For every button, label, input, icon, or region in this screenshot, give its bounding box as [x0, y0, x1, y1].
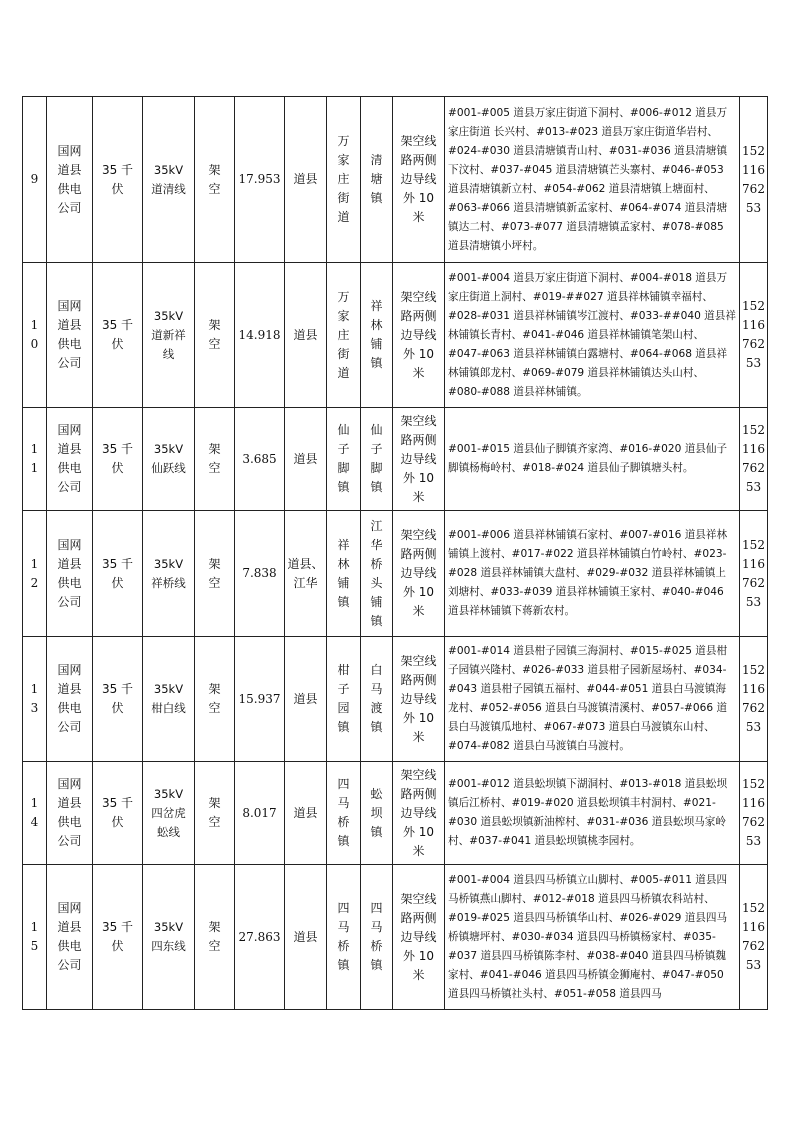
town-end-cell: 蚣 坝 镇 — [361, 762, 393, 865]
line-type-cell: 架 空 — [195, 408, 235, 511]
county-cell: 道县 — [285, 637, 327, 762]
contact-phone-cell: 152 116 762 53 — [740, 263, 768, 408]
tower-range-description: #001-#004 道县万家庄街道下洞村、#004-#018 道县万家庄街道上洞村、#019-##027 道县祥林铺镇幸福村、#028-#031 道县祥林铺镇岑江渡村、#033-##040 道县祥林铺镇长青村、#041-#046 道县祥林铺镇笔架山村、#047-#063 道县祥林铺镇白露塘村、#064-#068 道县祥林铺镇郎龙村、#069-#079 道县祥林铺镇达头山村、#080-#088 道县祥林铺镇。 — [445, 263, 740, 408]
voltage-cell: 35 千 伏 — [93, 637, 143, 762]
tower-range-description: #001-#012 道县蚣坝镇下湖洞村、#013-#018 道县蚣坝镇后江桥村、#019-#020 道县蚣坝镇丰村洞村、#021-#030 道县蚣坝镇新油榨村、#031-#036 道县蚣坝马家岭村、#037-#041 道县蚣坝镇桃李园村。 — [445, 762, 740, 865]
table-row — [23, 408, 768, 511]
town-end-cell: 四 马 桥 镇 — [361, 865, 393, 1010]
length-cell: 3.685 — [235, 408, 285, 511]
county-cell: 道县 — [285, 762, 327, 865]
contact-phone-cell: 152 116 762 53 — [740, 637, 768, 762]
table-row — [23, 263, 768, 408]
unit-cell: 国网 道县 供电 公司 — [47, 97, 93, 263]
line-type-cell: 架 空 — [195, 865, 235, 1010]
voltage-cell: 35 千 伏 — [93, 762, 143, 865]
line-type-cell: 架 空 — [195, 637, 235, 762]
town-start-cell: 祥 林 铺 镇 — [327, 511, 361, 637]
line-name-cell: 35kV 道新祥 线 — [143, 263, 195, 408]
row-number: 1 1 — [23, 408, 47, 511]
voltage-cell: 35 千 伏 — [93, 263, 143, 408]
unit-cell: 国网 道县 供电 公司 — [47, 263, 93, 408]
line-type-cell: 架 空 — [195, 511, 235, 637]
tower-range-description: #001-#014 道县柑子园镇三海洞村、#015-#025 道县柑子园镇兴隆村、#026-#033 道县柑子园新屋场村、#034-#043 道县柑子园镇五福村、#044-#051 道县白马渡镇海龙村、#052-#056 道县白马渡镇清溪村、#057-#066 道县白马渡镇瓜地村、#067-#073 道县白马渡镇东山村、#074-#082 道县白马渡镇白马渡村。 — [445, 637, 740, 762]
tower-range-description: #001-#015 道县仙子脚镇齐家湾、#016-#020 道县仙子脚镇杨梅岭村、#018-#024 道县仙子脚镇塘头村。 — [445, 408, 740, 511]
length-cell: 17.953 — [235, 97, 285, 263]
line-name-cell: 35kV 四东线 — [143, 865, 195, 1010]
county-cell: 道县、 江华 — [285, 511, 327, 637]
line-name-cell: 35kV 四岔虎 蚣线 — [143, 762, 195, 865]
town-end-cell: 祥 林 铺 镇 — [361, 263, 393, 408]
line-name-cell: 35kV 柑白线 — [143, 637, 195, 762]
contact-phone-cell: 152 116 762 53 — [740, 865, 768, 1010]
row-number: 1 5 — [23, 865, 47, 1010]
line-type-cell: 架 空 — [195, 762, 235, 865]
unit-cell: 国网 道县 供电 公司 — [47, 865, 93, 1010]
table-row — [23, 511, 768, 637]
protection-scope-cell: 架空线 路两侧 边导线 外 10 米 — [393, 263, 445, 408]
town-end-cell: 白 马 渡 镇 — [361, 637, 393, 762]
row-number: 1 3 — [23, 637, 47, 762]
voltage-cell: 35 千 伏 — [93, 865, 143, 1010]
protection-scope-cell: 架空线 路两侧 边导线 外 10 米 — [393, 408, 445, 511]
town-start-cell: 万 家 庄 街 道 — [327, 97, 361, 263]
tower-range-description: #001-#004 道县四马桥镇立山脚村、#005-#011 道县四马桥镇燕山脚村、#012-#018 道县四马桥镇农科站村、#019-#025 道县四马桥镇华山村、#026-#029 道县四马桥镇塘坪村、#030-#034 道县四马桥镇杨家村、#035-#037 道县四马桥镇陈李村、#038-#040 道县四马桥镇魏家村、#041-#046 道县四马桥镇金狮庵村、#047-#050 道县四马桥镇社头村、#051-#058 道县四马 — [445, 865, 740, 1010]
unit-cell: 国网 道县 供电 公司 — [47, 637, 93, 762]
unit-cell: 国网 道县 供电 公司 — [47, 762, 93, 865]
line-type-cell: 架 空 — [195, 97, 235, 263]
voltage-cell: 35 千 伏 — [93, 408, 143, 511]
contact-phone-cell: 152 116 762 53 — [740, 762, 768, 865]
row-number: 1 2 — [23, 511, 47, 637]
table-row — [23, 762, 768, 865]
town-start-cell: 四 马 桥 镇 — [327, 865, 361, 1010]
contact-phone-cell: 152 116 762 53 — [740, 408, 768, 511]
protection-scope-cell: 架空线 路两侧 边导线 外 10 米 — [393, 97, 445, 263]
town-start-cell: 四 马 桥 镇 — [327, 762, 361, 865]
town-start-cell: 仙 子 脚 镇 — [327, 408, 361, 511]
line-name-cell: 35kV 仙跃线 — [143, 408, 195, 511]
protection-scope-cell: 架空线 路两侧 边导线 外 10 米 — [393, 511, 445, 637]
county-cell: 道县 — [285, 865, 327, 1010]
table-row — [23, 97, 768, 263]
row-number: 1 0 — [23, 263, 47, 408]
row-number: 9 — [23, 97, 47, 263]
line-type-cell: 架 空 — [195, 263, 235, 408]
unit-cell: 国网 道县 供电 公司 — [47, 408, 93, 511]
town-end-cell: 清 塘 镇 — [361, 97, 393, 263]
table-row — [23, 865, 768, 1010]
protection-scope-cell: 架空线 路两侧 边导线 外 10 米 — [393, 762, 445, 865]
contact-phone-cell: 152 116 762 53 — [740, 97, 768, 263]
county-cell: 道县 — [285, 97, 327, 263]
line-name-cell: 35kV 道清线 — [143, 97, 195, 263]
voltage-cell: 35 千 伏 — [93, 511, 143, 637]
protection-scope-cell: 架空线 路两侧 边导线 外 10 米 — [393, 637, 445, 762]
county-cell: 道县 — [285, 263, 327, 408]
row-number: 1 4 — [23, 762, 47, 865]
line-name-cell: 35kV 祥桥线 — [143, 511, 195, 637]
length-cell: 27.863 — [235, 865, 285, 1010]
length-cell: 8.017 — [235, 762, 285, 865]
power-line-table — [22, 96, 768, 1010]
length-cell: 15.937 — [235, 637, 285, 762]
county-cell: 道县 — [285, 408, 327, 511]
town-end-cell: 江 华 桥 头 铺 镇 — [361, 511, 393, 637]
contact-phone-cell: 152 116 762 53 — [740, 511, 768, 637]
town-start-cell: 万 家 庄 街 道 — [327, 263, 361, 408]
protection-scope-cell: 架空线 路两侧 边导线 外 10 米 — [393, 865, 445, 1010]
length-cell: 14.918 — [235, 263, 285, 408]
town-end-cell: 仙 子 脚 镇 — [361, 408, 393, 511]
table-row — [23, 637, 768, 762]
length-cell: 7.838 — [235, 511, 285, 637]
tower-range-description: #001-#005 道县万家庄街道下洞村、#006-#012 道县万家庄街道 长兴村、#013-#023 道县万家庄街道华岩村、#024-#030 道县清塘镇青山村、#031-#036 道县清塘镇下汶村、#037-#045 道县清塘镇芒头寨村、#046-#053 道县清塘镇新立村、#054-#062 道县清塘镇上塘面村、#063-#066 道县清塘镇新孟家村、#064-#074 道县清塘镇达二村、#073-#077 道县清塘镇孟家村、#078-#085 道县清塘镇小坪村。 — [445, 97, 740, 263]
unit-cell: 国网 道县 供电 公司 — [47, 511, 93, 637]
voltage-cell: 35 千 伏 — [93, 97, 143, 263]
town-start-cell: 柑 子 园 镇 — [327, 637, 361, 762]
tower-range-description: #001-#006 道县祥林铺镇石家村、#007-#016 道县祥林铺镇上渡村、#017-#022 道县祥林铺镇白竹岭村、#023-#028 道县祥林铺镇大盘村、#029-#032 道县祥林铺镇上刘塘村、#033-#039 道县祥林铺镇王家村、#040-#046 道县祥林铺镇下蒋新农村。 — [445, 511, 740, 637]
